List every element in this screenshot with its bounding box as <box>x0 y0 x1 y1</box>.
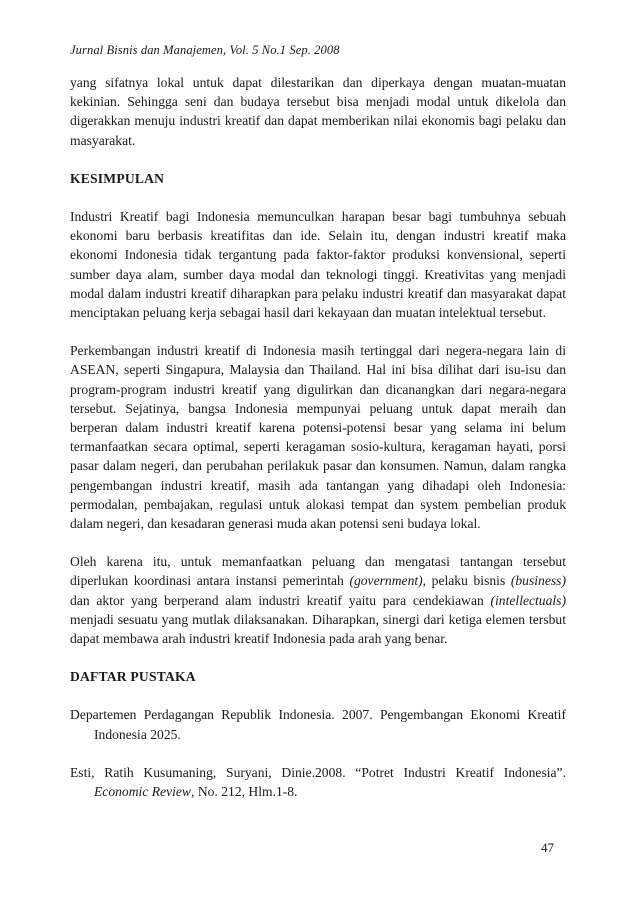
journal-header: Jurnal Bisnis dan Manajemen, Vol. 5 No.1 Sep. 2008 <box>70 43 340 57</box>
p3-italic-business: (business) <box>510 573 566 589</box>
kesimpulan-heading: KESIMPULAN <box>70 170 165 186</box>
p3-text-4: menjadi sesuatu yang mutlak dilaksanakan. Diharapkan, sinergi dari ketiga elemen tersbut dapat membawa arah industri kreatif Indonesia pada arah yang benar. <box>70 611 566 647</box>
kesimpulan-paragraph-3 <box>70 552 566 648</box>
ref2-italic-source: Economic Review <box>94 784 192 800</box>
ref2-text-2: , No. 212, Hlm.1-8. <box>191 784 298 800</box>
reference-2 <box>70 763 566 801</box>
p3-text-3: dan aktor yang berperand alam industri kreatif yaitu para cendekiawan <box>70 592 491 608</box>
p3-text-2: pelaku bisnis <box>426 573 511 589</box>
page-content <box>70 73 566 820</box>
p3-italic-intellectuals: (intellectuals) <box>490 592 566 608</box>
intro-paragraph: yang sifatnya lokal untuk dapat dilestarikan dan diperkaya dengan muatan-muatan kekinian. Sehingga seni dan budaya tersebut bisa menjadi modal untuk dikelola dan digerakkan menuju industri kreatif dan dapat memberikan nilai ekonomis bagi pelaku dan masyarakat. <box>70 75 566 148</box>
ref2-text-1: Esti, Ratih Kusumaning, Suryani, Dinie.2008. “Potret Industri Kreatif Indonesia”. <box>70 764 566 780</box>
kesimpulan-paragraph-2: Perkembangan industri kreatif di Indonesia masih tertinggal dari negera-negara lain di ASEAN, seperti Singapura, Malaysia dan Thailand. Hal ini bisa dilihat dari isu-isu dan program-program industri kreatif yang digulirkan dan dicanangkan dari negara-negara tersebut. Sejatinya, bangsa Indonesia mempunyai peluang untuk dapat meraih dan berperan dalam industri kreatif karena potensi-potensi besar yang selama ini belum termanfaatkan secara optimal, seperti keragaman sosio-kultura, keragaman hayati, porsi pasar dalam negeri, dan perubahan perilakuk pasar dan konsumen. Namun, dalam rangka pengembangan industri kreatif, masih ada tantangan yang dihadapi oleh Indonesia: permodalan, pembajakan, regulasi untuk alokasi tempat dan system pembelian produk dalam negeri, dan kesadaran generasi muda akan potensi seni budaya lokal. <box>70 343 566 532</box>
page-number: 47 <box>541 840 554 855</box>
kesimpulan-paragraph-1: Industri Kreatif bagi Indonesia memunculkan harapan besar bagi tumbuhnya sebuah ekonomi baru berbasis kreatifitas dan ide. Selain itu, dengan industri kreatif maka ekonomi Indonesia tidak tergantung pada faktor-faktor produksi konvensional, seperti sumber daya alam, sumber daya modal dan teknologi tinggi. Kreativitas yang menjadi modal dalam industri kreatif diharapkan para pelaku industri kreatif dan masyarakat dapat menciptakan peluang kerja sebagai hasil dari kekayaan dan muatan intelektual tersebut. <box>70 209 566 321</box>
p3-italic-government: (government), <box>349 573 427 589</box>
reference-1: Departemen Perdagangan Republik Indonesia. 2007. Pengembangan Ekonomi Kreatif Indonesia 2025. <box>70 707 566 742</box>
daftar-pustaka-heading: DAFTAR PUSTAKA <box>70 669 196 685</box>
p3-text-1: Oleh karena itu, untuk memanfaatkan peluang dan mengatasi tantangan tersebut diperlukan koordinasi antara instansi pemerintah <box>70 554 566 589</box>
